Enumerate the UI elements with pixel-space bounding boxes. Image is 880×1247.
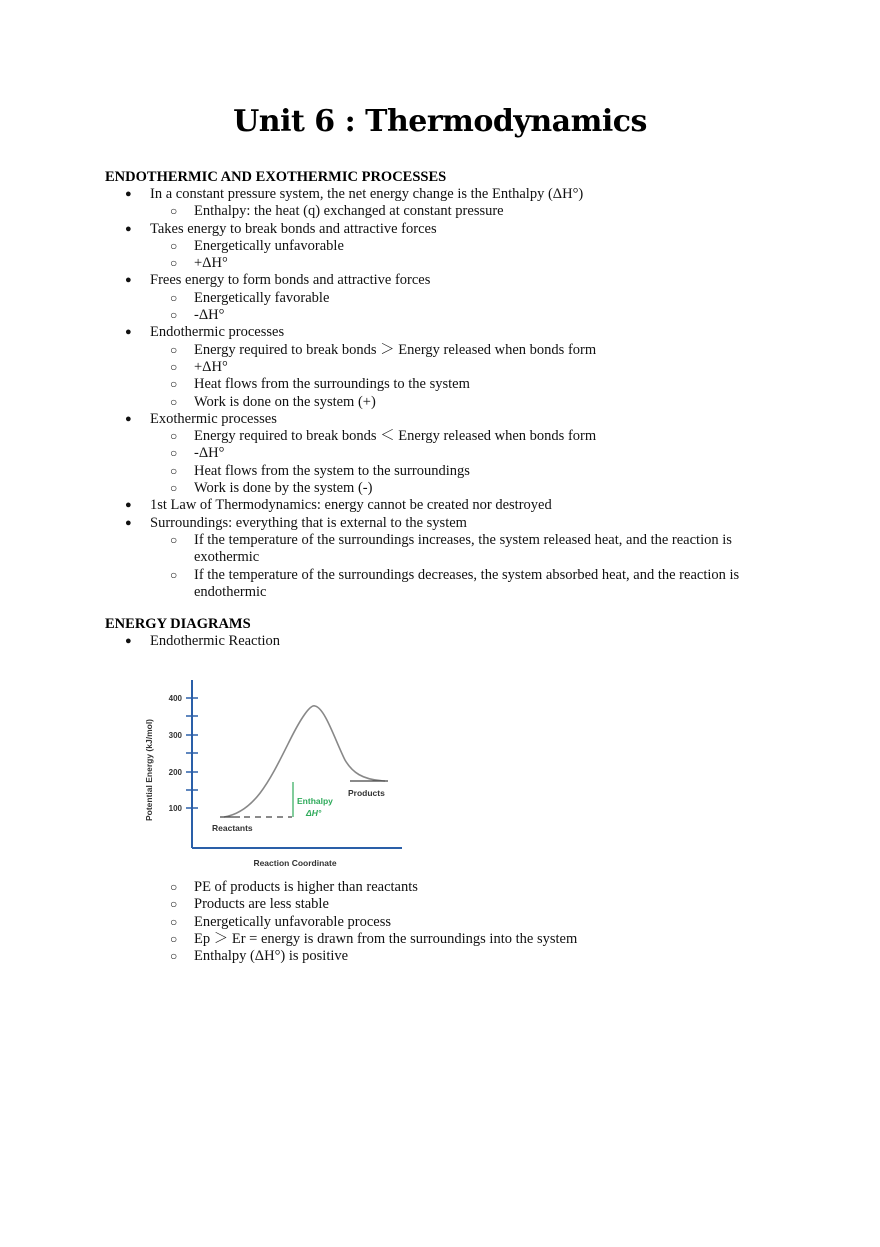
- list-item-text: Takes energy to break bonds and attractive forces: [150, 220, 437, 237]
- sub-bullet-item: [105, 359, 774, 376]
- list-item-text: If the temperature of the surroundings decreases, the system absorbed heat, and the reaction is endothermic: [194, 566, 740, 600]
- processes-list: [105, 186, 774, 601]
- sub-bullet-item: [105, 203, 774, 220]
- sub-bullet-item: [105, 428, 774, 445]
- list-item-text: Heat flows from the surroundings to the system: [194, 376, 470, 393]
- list-item-text: In a constant pressure system, the net energy change is the Enthalpy (ΔH°): [150, 186, 584, 202]
- sub-bullet-item: [105, 307, 774, 324]
- sub-bullet-item: [105, 445, 774, 462]
- tick-label-200: 200: [168, 768, 182, 777]
- list-item-text: PE of products is higher than reactants: [194, 879, 418, 895]
- bullet-item: [105, 186, 774, 203]
- list-item-text: Energetically unfavorable: [194, 237, 344, 254]
- list-item-text: Energy required to break bonds ＜ Energy released when bonds form: [194, 428, 597, 445]
- list-item-text: 1st Law of Thermodynamics: energy cannot be created nor destroyed: [150, 497, 552, 514]
- list-item-text: +ΔH°: [194, 358, 228, 375]
- list-item-text: Energetically unfavorable process: [194, 913, 392, 930]
- section-heading-processes: ENDOTHERMIC AND EXOTHERMIC PROCESSES: [105, 169, 447, 185]
- y-axis-label: Potential Energy (kJ/mol): [144, 718, 154, 822]
- list-item-text: Work is done by the system (-): [194, 480, 373, 497]
- list-item-text: Energy required to break bonds ＞ Energy released when bonds form: [194, 341, 597, 358]
- bullet-item: [105, 272, 774, 289]
- list-item-text: Enthalpy (ΔH°) is positive: [194, 948, 349, 965]
- reactants-label: Reactants: [212, 823, 253, 833]
- list-item-text: Enthalpy: the heat (q) exchanged at constant pressure: [194, 203, 504, 220]
- sub-bullet-item: [105, 290, 774, 307]
- sub-bullet-item: [105, 342, 774, 359]
- list-item-endothermic-reaction: ● Endothermic Reaction: [105, 633, 280, 650]
- delta-h-label: ΔH°: [306, 808, 322, 818]
- list-item-text: Work is done on the system (+): [194, 393, 376, 410]
- section-heading-energy-diagrams: ENERGY DIAGRAMS: [105, 616, 251, 632]
- sub-bullet-item: [105, 463, 774, 480]
- list-item-text: Surroundings: everything that is external to the system: [150, 514, 467, 531]
- energy-diagrams-intro-list: [105, 633, 280, 650]
- list-item-text: Energetically favorable: [194, 289, 330, 306]
- list-item-text: Heat flows from the system to the surroundings: [194, 462, 470, 479]
- energy-diagram-notes-list: [105, 879, 774, 965]
- sub-bullet-item: [105, 532, 774, 567]
- sub-bullet-item: [105, 255, 774, 272]
- tick-label-300: 300: [168, 731, 182, 740]
- list-item-text: -ΔH°: [194, 445, 225, 462]
- sub-bullet-item: [105, 931, 774, 948]
- products-label: Products: [348, 788, 385, 798]
- bullet-item: [105, 221, 774, 238]
- list-item-text: Exothermic processes: [150, 410, 277, 427]
- sub-bullet-item: [105, 896, 774, 913]
- bullet-item: [105, 497, 774, 514]
- endothermic-energy-diagram: [140, 680, 410, 875]
- list-item-text: If the temperature of the surroundings increases, the system released heat, and the reaction is exothermic: [194, 531, 732, 566]
- x-axis-label: Reaction Coordinate: [253, 858, 337, 868]
- tick-label-100: 100: [168, 804, 182, 813]
- sub-bullet-item: [105, 567, 774, 602]
- sub-bullet-item: [105, 394, 774, 411]
- sub-bullet-item: [105, 948, 774, 965]
- sub-bullet-item: [105, 914, 774, 931]
- sub-bullet-item: [105, 879, 774, 896]
- list-item-text: +ΔH°: [194, 255, 228, 272]
- bullet-item: [105, 515, 774, 532]
- list-item-text: Products are less stable: [194, 896, 329, 913]
- sub-bullet-item: [105, 480, 774, 497]
- sub-bullet-item: [105, 238, 774, 255]
- enthalpy-label: Enthalpy: [297, 796, 333, 806]
- bullet-item: [105, 411, 774, 428]
- bullet-item: [105, 324, 774, 341]
- sub-bullet-item: [105, 376, 774, 393]
- list-item-text: Ep ＞ Er = energy is drawn from the surroundings into the system: [194, 930, 578, 947]
- tick-label-400: 400: [168, 694, 182, 703]
- list-item-text: -ΔH°: [194, 307, 225, 324]
- list-item-text: Endothermic processes: [150, 324, 285, 341]
- page-title: Unit 6 : Thermodynamics: [233, 104, 647, 139]
- list-item-text: Frees energy to form bonds and attractive forces: [150, 272, 431, 289]
